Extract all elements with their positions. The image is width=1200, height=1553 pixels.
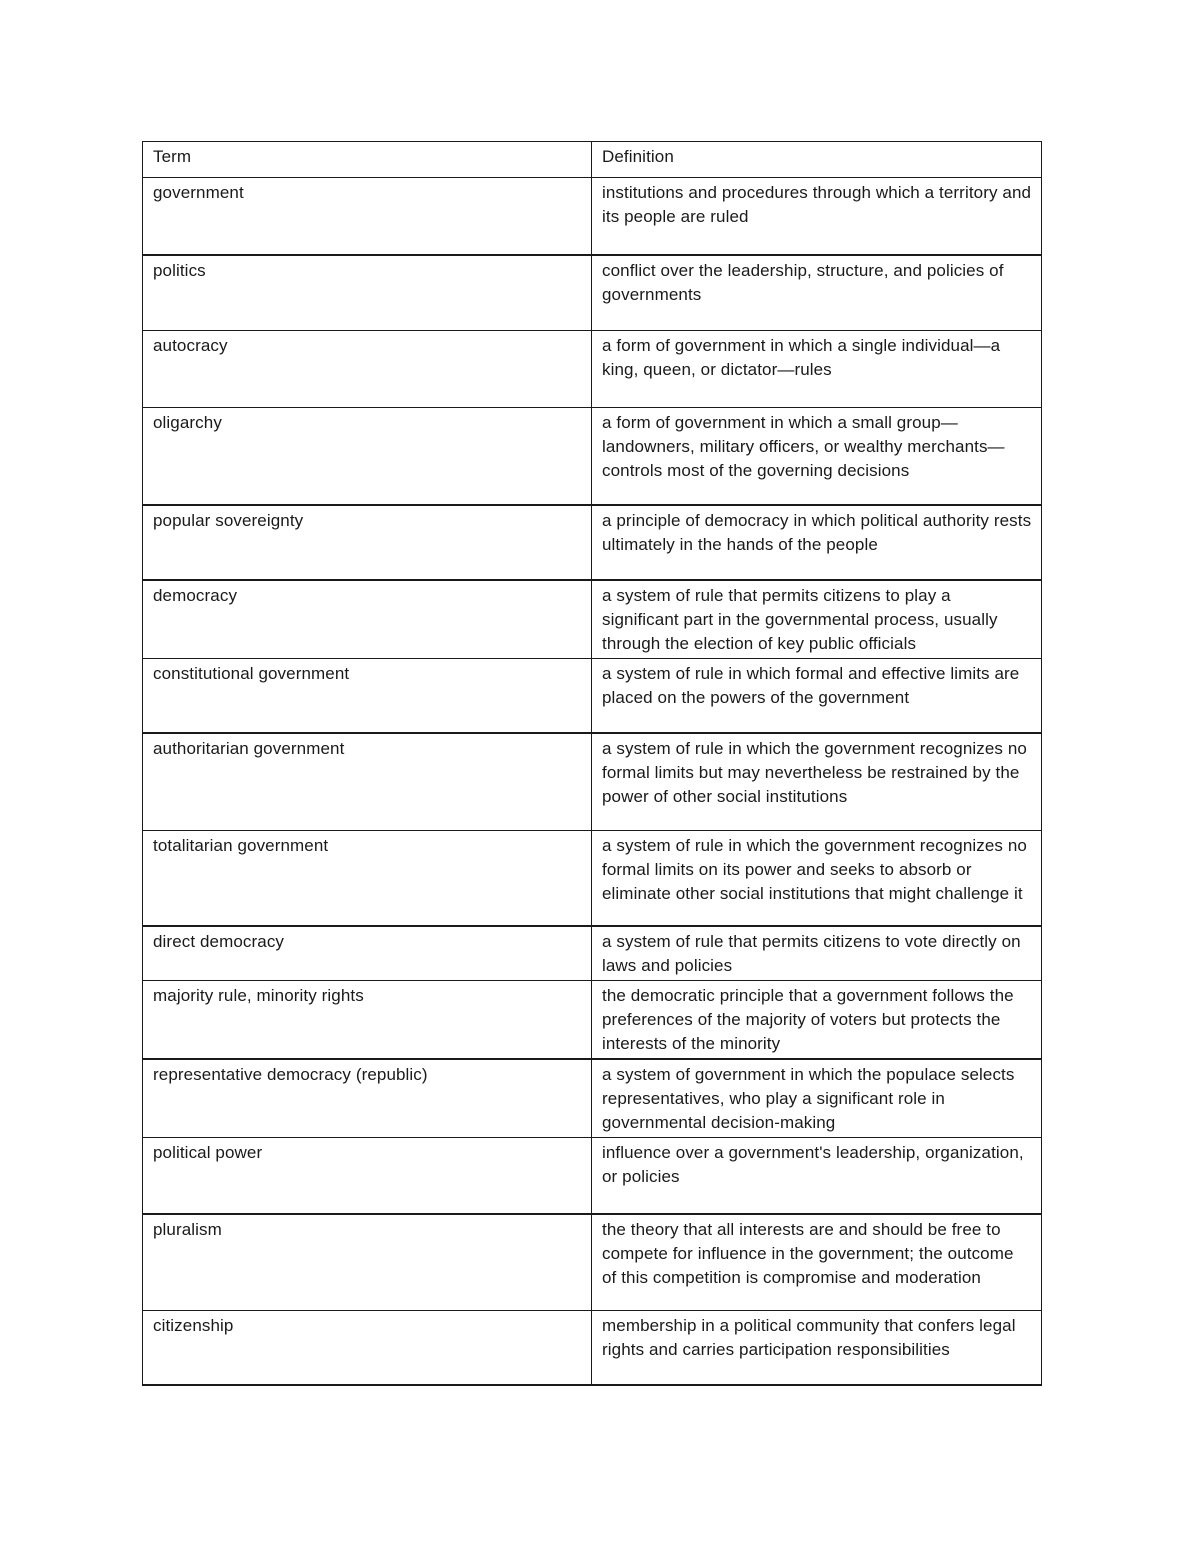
table-row xyxy=(143,1311,1042,1385)
term-cell: citizenship xyxy=(143,1311,592,1385)
term-cell: government xyxy=(143,178,592,255)
definition-cell: a system of rule in which the government recognizes no formal limits on its power and seeks to absorb or eliminate other social institutions that might challenge it xyxy=(592,830,1042,926)
definition-cell: a system of government in which the populace selects representatives, who play a significant role in governmental decision-making xyxy=(592,1059,1042,1138)
table-row xyxy=(143,505,1042,580)
term-cell: pluralism xyxy=(143,1214,592,1311)
definition-cell: membership in a political community that confers legal rights and carries participation responsibilities xyxy=(592,1311,1042,1385)
term-cell: democracy xyxy=(143,580,592,659)
table-row xyxy=(143,580,1042,659)
term-cell: constitutional government xyxy=(143,658,592,733)
table-row xyxy=(143,331,1042,408)
term-cell: politics xyxy=(143,255,592,331)
term-cell: popular sovereignty xyxy=(143,505,592,580)
definition-cell: a principle of democracy in which political authority rests ultimately in the hands of the people xyxy=(592,505,1042,580)
definition-cell: institutions and procedures through which a territory and its people are ruled xyxy=(592,178,1042,255)
definition-cell: the democratic principle that a government follows the preferences of the majority of voters but protects the interests of the minority xyxy=(592,981,1042,1060)
definition-cell: the theory that all interests are and should be free to compete for influence in the government; the outcome of this competition is compromise and moderation xyxy=(592,1214,1042,1311)
definition-cell: a system of rule in which formal and effective limits are placed on the powers of the government xyxy=(592,658,1042,733)
table-row xyxy=(143,255,1042,331)
table-row xyxy=(143,1214,1042,1311)
term-cell: autocracy xyxy=(143,331,592,408)
term-cell: political power xyxy=(143,1138,592,1214)
header-term: Term xyxy=(143,142,592,178)
definition-cell: a system of rule that permits citizens to play a significant part in the governmental process, usually through the election of key public officials xyxy=(592,580,1042,659)
definition-cell: a form of government in which a single individual—a king, queen, or dictator—rules xyxy=(592,331,1042,408)
table-row xyxy=(143,981,1042,1060)
definition-cell: conflict over the leadership, structure, and policies of governments xyxy=(592,255,1042,331)
definition-cell: a form of government in which a small group—landowners, military officers, or wealthy merchants—controls most of the governing decisions xyxy=(592,408,1042,505)
table-row xyxy=(143,733,1042,830)
table-row xyxy=(143,830,1042,926)
term-cell: direct democracy xyxy=(143,926,592,981)
term-cell: majority rule, minority rights xyxy=(143,981,592,1060)
definition-cell: influence over a government's leadership, organization, or policies xyxy=(592,1138,1042,1214)
table-row xyxy=(143,408,1042,505)
table-row xyxy=(143,926,1042,981)
glossary-table xyxy=(142,141,1042,1386)
term-cell: authoritarian government xyxy=(143,733,592,830)
term-cell: representative democracy (republic) xyxy=(143,1059,592,1138)
term-cell: totalitarian government xyxy=(143,830,592,926)
table-header-row xyxy=(143,142,1042,178)
definition-cell: a system of rule in which the government recognizes no formal limits but may nevertheless be restrained by the power of other social institutions xyxy=(592,733,1042,830)
term-cell: oligarchy xyxy=(143,408,592,505)
header-definition: Definition xyxy=(592,142,1042,178)
definition-cell: a system of rule that permits citizens to vote directly on laws and policies xyxy=(592,926,1042,981)
table-row xyxy=(143,658,1042,733)
table-row xyxy=(143,1059,1042,1138)
table-row xyxy=(143,178,1042,255)
table-row xyxy=(143,1138,1042,1214)
